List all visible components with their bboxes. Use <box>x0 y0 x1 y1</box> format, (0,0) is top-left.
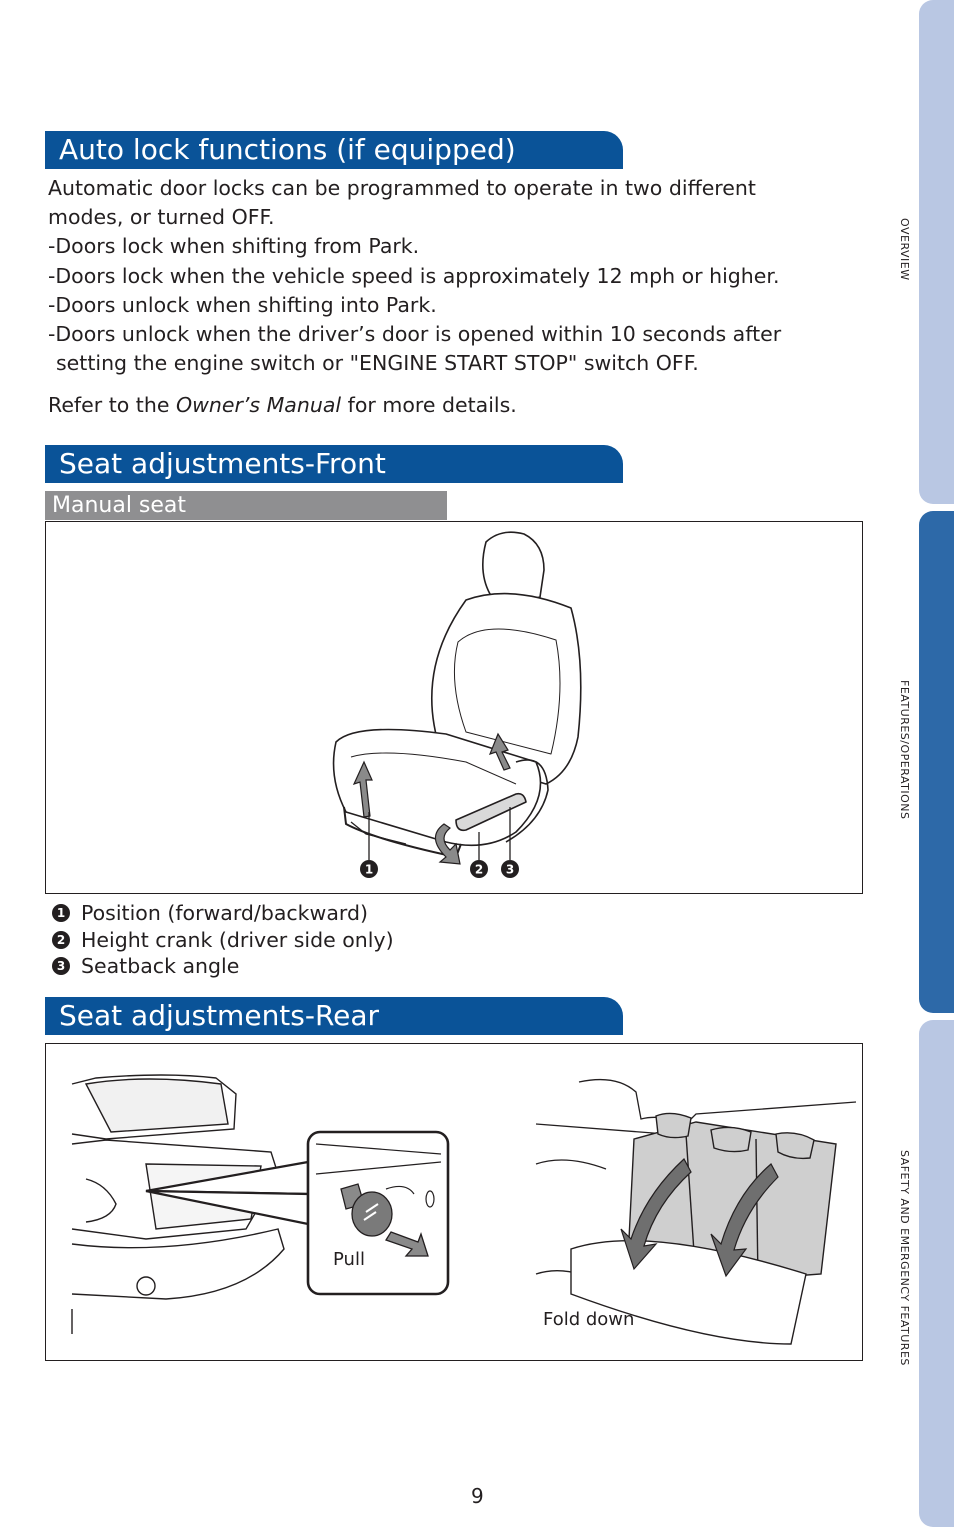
section-title-auto-lock: Auto lock functions (if equipped) <box>45 131 623 169</box>
auto-lock-item: -Doors lock when the vehicle speed is approximately 12 mph or higher. <box>48 263 780 288</box>
legend-item <box>52 900 394 927</box>
front-seat-legend <box>52 900 394 980</box>
auto-lock-item: -Doors unlock when shifting into Park. <box>48 292 437 317</box>
page-number: 9 <box>471 1484 484 1508</box>
refer-suffix: for more details. <box>341 393 517 418</box>
callout-1 <box>360 860 378 878</box>
tab-safety-emergency[interactable] <box>919 1020 954 1527</box>
svg-text:3: 3 <box>505 862 515 877</box>
svg-text:2: 2 <box>474 862 484 877</box>
intro-line: Automatic door locks can be programmed to operate in two different <box>48 176 756 200</box>
front-seat-figure <box>45 521 863 894</box>
refer-line <box>48 391 781 420</box>
legend-number-badge: 1 <box>52 904 70 922</box>
auto-lock-item: -Doors lock when shifting from Park. <box>48 234 420 259</box>
tab-label-safety-emergency: SAFETY AND EMERGENCY FEATURES <box>898 1150 911 1366</box>
auto-lock-text <box>48 174 781 421</box>
rear-seat-illustration <box>46 1044 862 1360</box>
refer-prefix: Refer to the <box>48 393 176 418</box>
owners-manual-ref: Owner’s Manual <box>175 393 342 418</box>
legend-text: Seatback angle <box>81 954 240 978</box>
legend-number-badge: 3 <box>52 957 70 975</box>
legend-text: Position (forward/backward) <box>81 901 368 925</box>
callout-2 <box>470 860 488 878</box>
rear-seat-figure <box>45 1043 863 1361</box>
tab-label-features-operations: FEATURES/OPERATIONS <box>898 680 911 820</box>
pull-label: Pull <box>333 1249 365 1270</box>
front-seat-illustration <box>46 522 862 893</box>
legend-item <box>52 927 394 954</box>
svg-text:1: 1 <box>364 862 374 877</box>
auto-lock-item: -Doors unlock when the driver’s door is opened within 10 seconds after <box>48 322 782 347</box>
section-title-seat-front: Seat adjustments-Front <box>45 445 623 483</box>
legend-item <box>52 953 394 980</box>
fold-down-label: Fold down <box>543 1309 635 1330</box>
side-tab-bar <box>919 0 954 1527</box>
callout-3 <box>501 860 519 878</box>
tab-label-overview: OVERVIEW <box>898 218 911 281</box>
auto-lock-item-cont: setting the engine switch or "ENGINE START STOP" switch OFF. <box>56 351 699 376</box>
section-title-seat-rear: Seat adjustments-Rear <box>45 997 623 1035</box>
legend-number-badge: 2 <box>52 931 70 949</box>
legend-text: Height crank (driver side only) <box>81 927 394 952</box>
subsection-title-manual-seat: Manual seat <box>45 491 447 520</box>
tab-features-operations[interactable] <box>919 511 954 1013</box>
tab-overview[interactable] <box>919 0 954 504</box>
intro-line: modes, or turned OFF. <box>48 205 275 230</box>
